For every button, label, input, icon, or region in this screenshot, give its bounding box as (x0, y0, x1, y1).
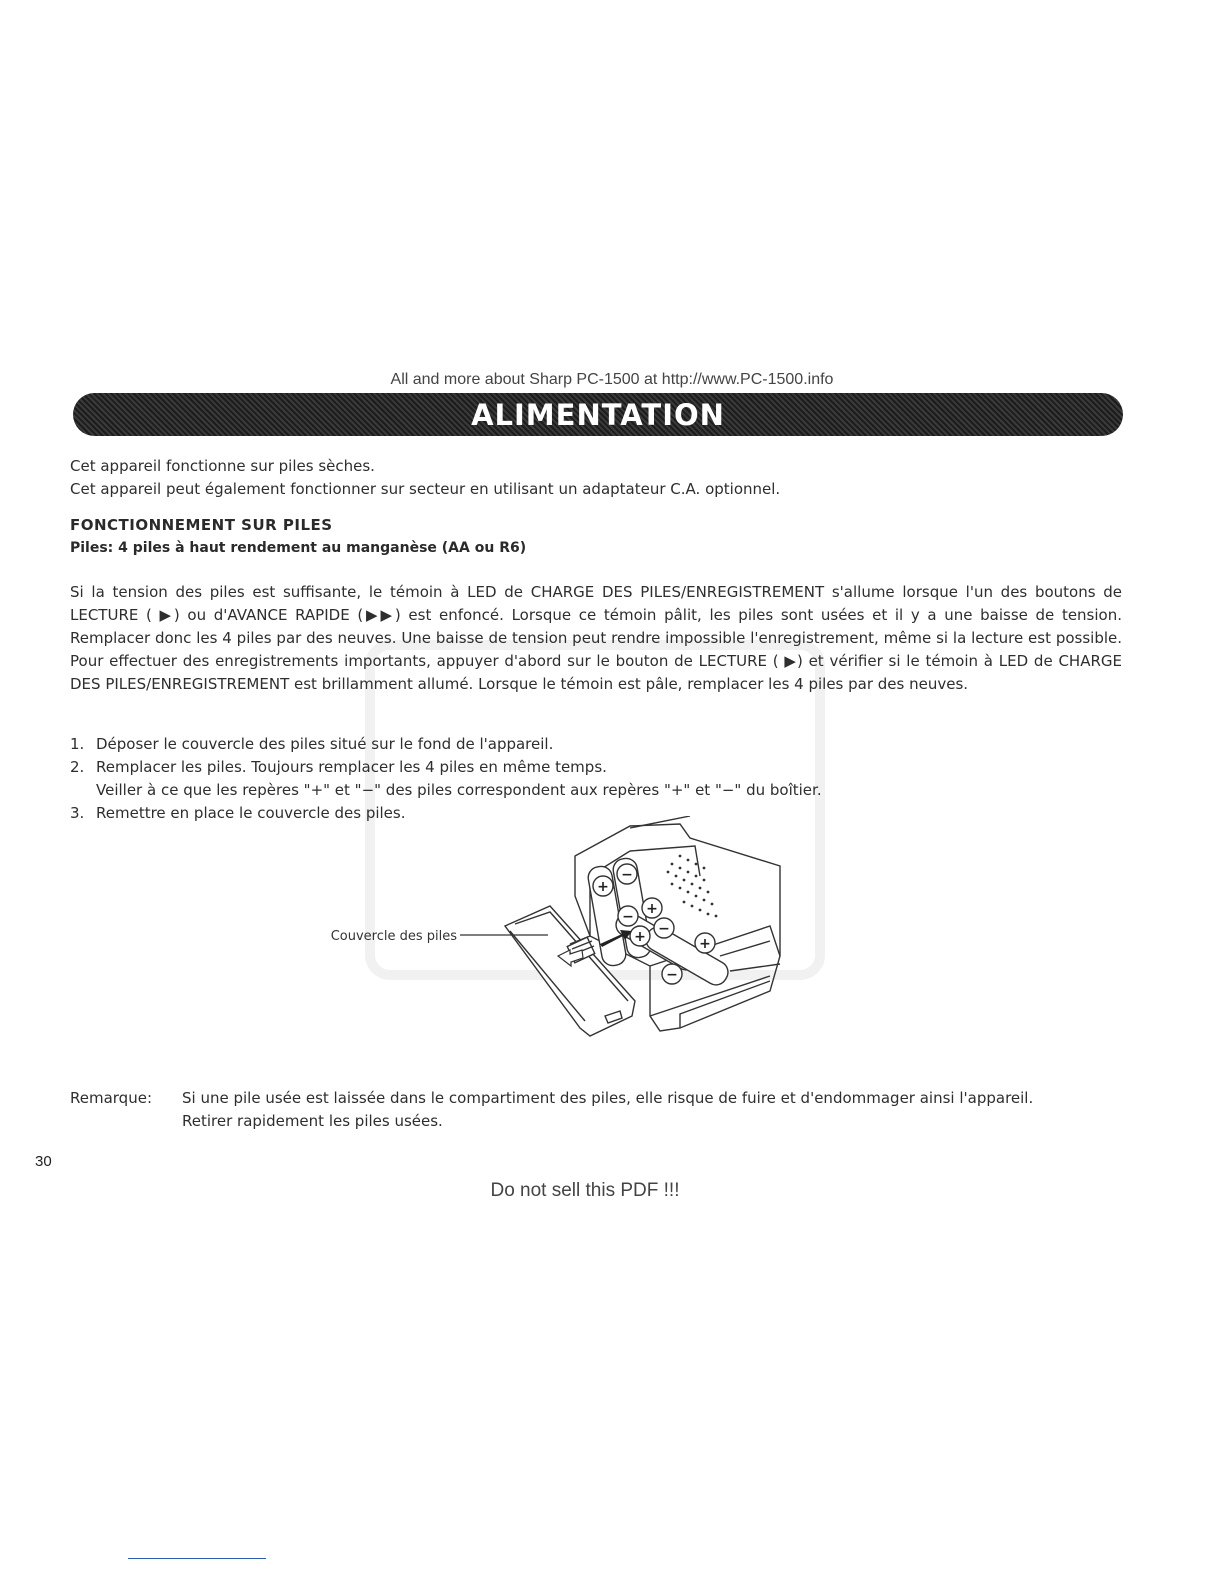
footer-note: Do not sell this PDF !!! (490, 1180, 680, 1201)
svg-text:−: − (666, 967, 678, 983)
footnote-rule (128, 1558, 266, 1559)
svg-text:−: − (621, 867, 633, 883)
remark-label: Remarque: (70, 1089, 152, 1107)
svg-text:−: − (658, 921, 670, 937)
svg-text:+: + (699, 936, 711, 952)
step-number: 1. (70, 735, 85, 753)
cover-label: Couvercle des piles (330, 929, 457, 944)
step-number: 3. (70, 804, 85, 822)
intro-line-1: Cet appareil fonctionne sur piles sèches. (70, 457, 375, 475)
svg-text:+: + (634, 929, 646, 945)
body-paragraph: Si la tension des piles est suffisante, le témoin à LED de CHARGE DES PILES/ENREGISTREMENT s'allume lorsque l'un des boutons de LECTURE ( ▶) ou d'AVANCE RAPIDE (▶▶) est enfoncé. Lorsque ce témoin pâlit, les piles sont usées et il y a une baisse de tension. Remplacer donc les 4 piles par des neuves. Une baisse de tension peut rendre impossible l'enregistrement, même si la lecture est possible. Pour effectuer des enregistrements importants, appuyer d'abord sur le bouton de LECTURE ( ▶) et vérifier si le témoin à LED de CHARGE DES PILES/ENREGISTREMENT est brillamment allumé. Lorsque le témoin est pâle, remplacer les 4 piles par des neuves. (70, 583, 1122, 693)
intro-line-2: Cet appareil peut également fonctionner sur secteur en utilisant un adaptateur C.A. optionnel. (70, 480, 781, 498)
page-title: ALIMENTATION (471, 397, 725, 432)
svg-text:+: + (597, 879, 609, 895)
step-item (70, 756, 1130, 802)
section-heading: FONCTIONNEMENT SUR PILES (70, 516, 333, 534)
steps-list (70, 733, 1130, 825)
svg-text:+: + (646, 901, 658, 917)
remark-line-1: Si une pile usée est laissée dans le compartiment des piles, elle risque de fuire et d'endommager ainsi l'appareil. (182, 1089, 1034, 1107)
title-banner (73, 393, 1123, 436)
page-number: 30 (35, 1153, 52, 1170)
remark-line-2: Retirer rapidement les piles usées. (182, 1112, 443, 1130)
step-text-continued: Veiller à ce que les repères "+" et "−" des piles correspondent aux repères "+" et "−" du boîtier. (96, 781, 822, 799)
step-text: Remplacer les piles. Toujours remplacer les 4 piles en même temps. (96, 758, 607, 776)
step-text: Remettre en place le couvercle des piles. (96, 804, 406, 822)
step-number: 2. (70, 758, 85, 776)
remark (70, 1087, 1130, 1133)
sub-heading: Piles: 4 piles à haut rendement au manganèse (AA ou R6) (70, 540, 527, 556)
step-item (70, 733, 1130, 756)
header-note: All and more about Sharp PC-1500 at http://www.PC-1500.info (390, 371, 834, 388)
svg-text:−: − (622, 909, 634, 925)
battery-diagram (300, 816, 820, 1056)
speaker-grille-icon (667, 855, 718, 918)
intro-text (70, 455, 1130, 501)
step-text: Déposer le couvercle des piles situé sur le fond de l'appareil. (96, 735, 554, 753)
